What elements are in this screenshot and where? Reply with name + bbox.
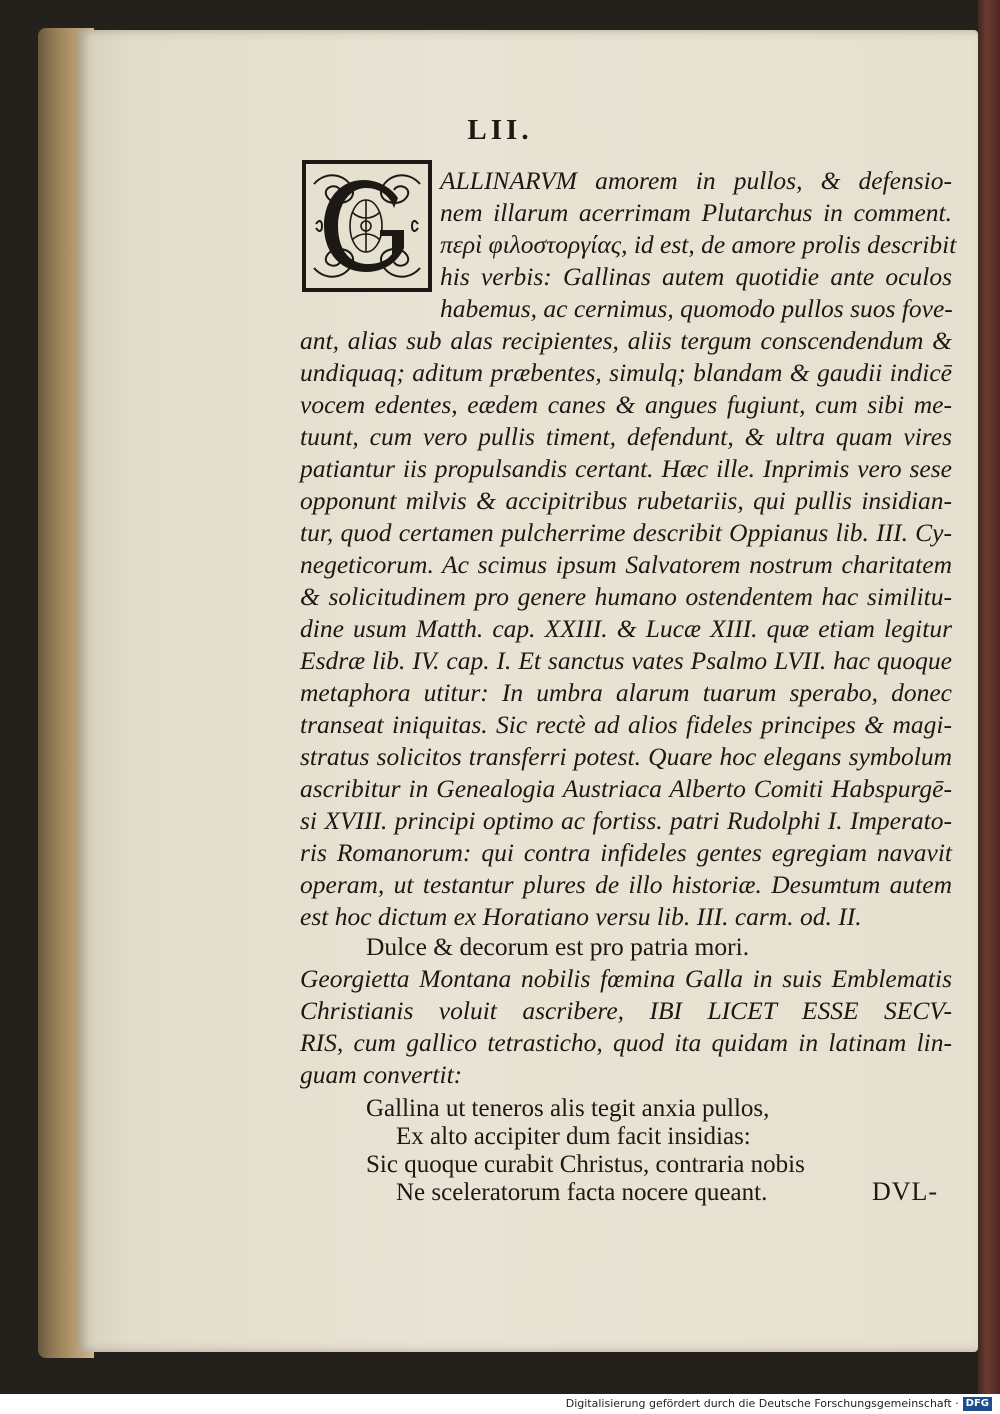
text-line-11: opponunt milvis & accipitribus rubetariis, qui pullis insidian- <box>300 486 952 515</box>
text-line-16: Esdræ lib. IV. cap. I. Et sanctus vates Psalmo LVII. hac quoque <box>300 646 952 675</box>
page-number: LII. <box>467 114 533 146</box>
text-line-18: transeat iniquitas. Sic rectè ad alios fideles principes & magi- <box>300 710 952 739</box>
text-line-29: guam convertit: <box>300 1060 463 1089</box>
decorated-initial-g-icon <box>302 160 432 292</box>
text-line-5: habemus, ac cernimus, quomodo pullos suos fove- <box>440 294 953 323</box>
text-line-2: nem illarum acerrimam Plutarchus in comment. <box>440 198 952 227</box>
text-line-24: est hoc dictum ex Horatiano versu lib. III. carm. od. II. <box>300 902 862 931</box>
verse-line-3: Sic quoque curabit Christus, contraria nobis <box>366 1151 805 1178</box>
verse-line-4: Ne sceleratorum facta nocere queant. <box>396 1179 768 1206</box>
text-line-6: ant, alias sub alas recipientes, aliis tergum conscendendum & <box>300 326 952 355</box>
text-line-15: dine usum Matth. cap. XXIII. & Lucæ XIII. quæ etiam legitur <box>300 614 952 643</box>
text-line-26: Georgietta Montana nobilis fœmina Galla in suis Emblematis <box>300 964 952 993</box>
text-line-3: περὶ φιλοστοργίας, id est, de amore prolis describit <box>440 230 957 259</box>
text-line-28: RIS, cum gallico tetrasticho, quod ita quidam in latinam lin- <box>300 1028 952 1057</box>
text-line-4: his verbis: Gallinas autem quotidie ante oculos <box>440 262 952 291</box>
binding-edge <box>978 0 1000 1394</box>
dfg-logo: DFG <box>963 1397 992 1411</box>
footer-credit <box>0 1394 1000 1414</box>
text-line-12: tur, quod certamen pulcherrime describit Oppianus lib. III. Cy- <box>300 518 952 547</box>
verse-line-2: Ex alto accipiter dum facit insidias: <box>396 1123 751 1150</box>
footer-text: Digitalisierung gefördert durch die Deutsche Forschungsgemeinschaft · <box>565 1397 959 1410</box>
text-line-22: ris Romanorum: qui contra infideles gentes egregiam navavit <box>300 838 952 867</box>
verse-line-1: Gallina ut teneros alis tegit anxia pullos, <box>366 1095 770 1122</box>
text-line-1: ALLINARVM amorem in pullos, & defensio- <box>440 166 952 195</box>
text-line-19: stratus solicitos transferri potest. Quare hoc elegans symbolum <box>300 742 952 771</box>
quotation-line: Dulce & decorum est pro patria mori. <box>366 932 750 961</box>
text-line-7: undiquaq; aditum præbentes, simulq; blandam & gaudii indicē <box>300 358 952 387</box>
text-line-17: metaphora utitur: In umbra alarum tuarum sperabo, donec <box>300 678 952 707</box>
text-line-23: operam, ut testantur plures de illo historiæ. Desumtum autem <box>300 870 952 899</box>
catchword: DVL- <box>872 1177 939 1206</box>
text-line-10: patiantur iis propulsandis certant. Hæc ille. Inprimis vero sese <box>300 454 952 483</box>
text-line-27: Christianis voluit ascribere, IBI LICET ESSE SECV- <box>300 996 952 1025</box>
text-line-9: tuunt, cum vero pullis timent, defendunt, & ultra quam vires <box>300 422 952 451</box>
text-line-8: vocem edentes, eædem canes & angues fugiunt, cum sibi me- <box>300 390 952 419</box>
text-line-20: ascribitur in Genealogia Austriaca Alberto Comiti Habspurgē- <box>300 774 952 803</box>
text-line-14: & solicitudinem pro genere humano ostendentem hac similitu- <box>300 582 952 611</box>
text-line-13: negeticorum. Ac scimus ipsum Salvatorem nostrum charitatem <box>300 550 952 579</box>
text-line-21: si XVIII. principi optimo ac fortiss. patri Rudolphi I. Imperato- <box>300 806 952 835</box>
